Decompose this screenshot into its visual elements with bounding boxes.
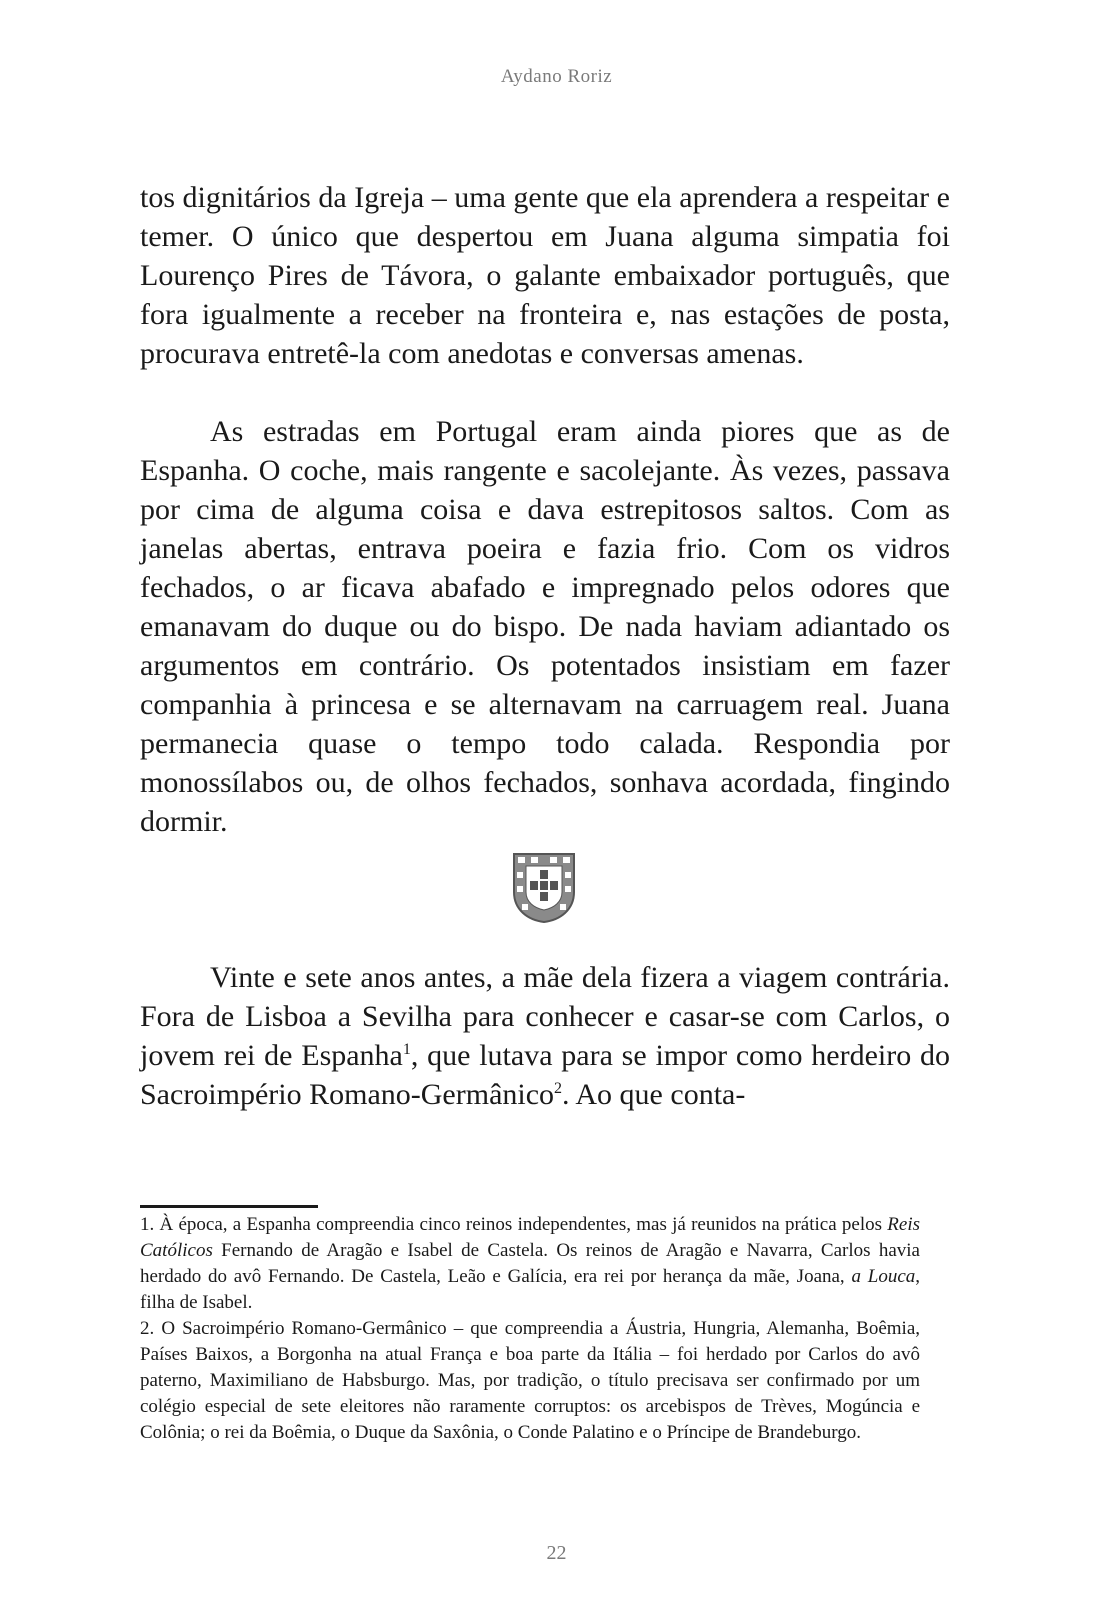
portuguese-coat-of-arms-icon [512,852,576,924]
footnote-divider [140,1205,318,1208]
footnote-ref-2: 2 [554,1080,563,1097]
footnote-1-text-b: Fernando de Aragão e Isabel de Castela. Os reinos de Aragão e Navarra, Carlos havia herdado do avô Fernando. De Castela, Leão e Galícia, era rei por herança da mãe, Joana, [140,1240,920,1287]
footnotes [140,1212,920,1446]
footnote-1-text-c: , filha de Isabel. [140,1266,921,1313]
footnote-1-italic-b: a Louca [851,1266,916,1287]
footnote-1 [140,1212,920,1316]
paragraph-3 [140,958,950,1114]
paragraph-3-text-c: . Ao que conta- [562,1078,746,1111]
footnote-ref-1: 1 [402,1041,411,1058]
paragraph-1: tos dignitários da Igreja – uma gente que ela aprendera a respeitar e temer. O único que despertou em Juana alguma simpatia foi Lourenço Pires de Távora, o galante embaixador português, que fora igualmente a receber na fronteira e, nas estações de posta, procurava entretê-la com anedotas e conversas amenas. [140,181,950,370]
paragraph-2: As estradas em Portugal eram ainda piores que as de Espanha. O coche, mais rangente e sacolejante. Às vezes, passava por cima de alguma coisa e dava estrepitosos saltos. Com as janelas abertas, entrava poeira e fazia frio. Com os vidros fechados, o ar ficava abafado e impregnado pelos odores que emanavam do duque ou do bispo. De nada haviam adiantado os argumentos em contrário. Os potentados insistiam em fazer companhia à princesa e se alternavam na carruagem real. Juana permanecia quase o tempo todo calada. Respondia por monossílabos ou, de olhos fechados, sonhava acordada, fingindo dormir. [140,415,950,838]
running-head: Aydano Roriz [500,66,613,87]
paragraph-3-text-b: , que lutava para se impor como herdeiro do Sacroimpério Romano-Germânico [140,1039,950,1111]
footnote-2: 2. O Sacroimpério Romano-Germânico – que compreendia a Áustria, Hungria, Alemanha, Boêmia, Países Baixos, a Borgonha na atual França e boa parte da Itália – foi herdado por Carlos do avô paterno, Maximiliano de Habsburgo. Mas, por tradição, o título precisava ser confirmado por um colégio especial de sete eleitores não raramente corruptos: os arcebispos de Trèves, Mogúncia e Colônia; o rei da Boêmia, o Duque da Saxônia, o Conde Palatino e o Príncipe de Brandeburgo. [140,1318,920,1443]
footnote-1-italic-a: Reis Católicos [140,1214,920,1261]
paragraph-3-text-a: Vinte e sete anos antes, a mãe dela fizera a viagem contrária. Fora de Lisboa a Sevilha para conhecer e casar-se com Carlos, o jovem rei de Espanha [140,961,950,1072]
footnote-1-text-a: 1. À época, a Espanha compreendia cinco reinos independentes, mas já reunidos na prática pelos [140,1214,888,1235]
page-number: 22 [546,1542,567,1564]
